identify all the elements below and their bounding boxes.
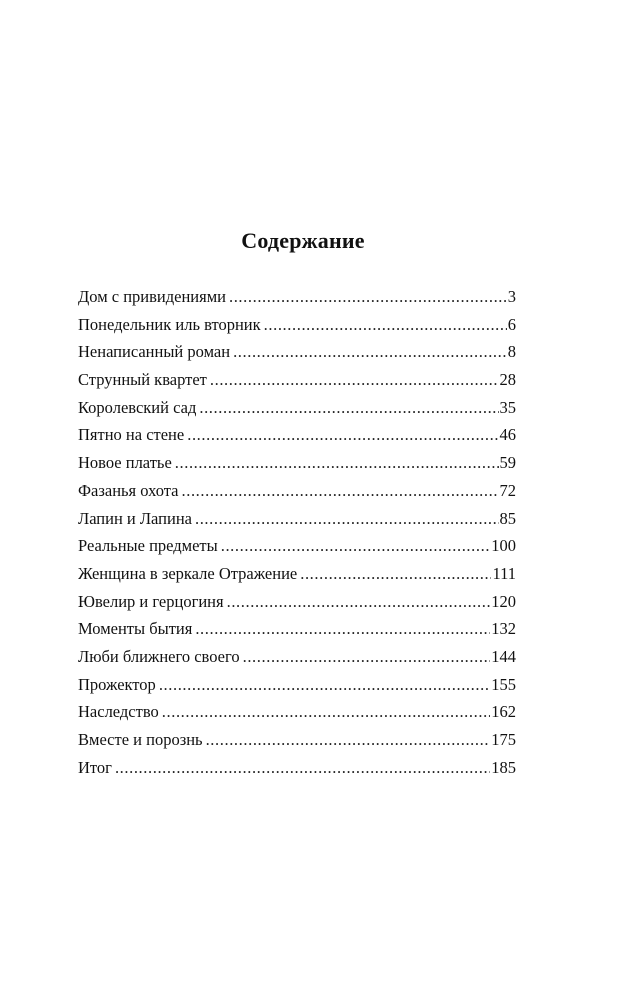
toc-entry-title: Новое платье (78, 453, 172, 473)
dot-leader (195, 505, 499, 533)
toc-entry-title: Пятно на стене (78, 425, 185, 445)
toc-entry-page-number: 28 (499, 370, 516, 390)
toc-entry-page-number: 6 (507, 314, 516, 334)
dot-leader (195, 615, 490, 643)
toc-entry-page-number: 120 (491, 591, 516, 611)
toc-entry-page-number: 46 (499, 425, 516, 445)
toc-entry-title: Фазанья охота (78, 480, 179, 500)
toc-entry-page-number: 155 (491, 674, 516, 694)
dot-leader (210, 366, 499, 394)
toc-entry (78, 615, 516, 643)
toc-entry-page-number: 132 (491, 619, 516, 639)
toc-entry-page-number: 35 (499, 397, 516, 417)
dot-leader (187, 421, 498, 449)
dot-leader (221, 532, 491, 560)
dot-leader (175, 449, 499, 477)
toc-entry-title: Ненаписанный роман (78, 342, 231, 362)
toc-entry-title: Женщина в зеркале Отражение (78, 563, 298, 583)
toc-entry (78, 698, 516, 726)
toc-entry (78, 726, 516, 754)
toc-entry-title: Прожектор (78, 674, 156, 694)
dot-leader (264, 311, 507, 339)
toc-entry (78, 311, 516, 339)
dot-leader (199, 394, 498, 422)
toc-entry (78, 671, 516, 699)
toc-entry-title: Реальные предметы (78, 536, 218, 556)
toc-entry (78, 532, 516, 560)
toc-entry (78, 477, 516, 505)
toc-entry-page-number: 85 (499, 508, 516, 528)
toc-entry-title: Итог (78, 757, 112, 777)
dot-leader (233, 338, 507, 366)
dot-leader (227, 588, 491, 616)
dot-leader (206, 726, 491, 754)
toc-entry-title: Дом с привидениями (78, 287, 226, 306)
toc-entry-title: Понедельник иль вторник (78, 314, 261, 334)
toc-entry-page-number: 100 (491, 536, 516, 556)
toc-entry-page-number: 8 (507, 342, 516, 362)
toc-entry-title: Ювелир и герцогиня (78, 591, 224, 611)
toc-entry (78, 366, 516, 394)
toc-entry (78, 421, 516, 449)
toc-entry-title: Люби ближнего своего (78, 646, 240, 666)
toc-entry (78, 505, 516, 533)
toc-entry-title: Королевский сад (78, 397, 197, 417)
toc-entry-page-number: 59 (499, 453, 516, 473)
toc-entry (78, 560, 516, 588)
toc-entry-page-number: 3 (507, 287, 516, 306)
toc-entry (78, 754, 516, 782)
dot-leader (229, 283, 507, 311)
dot-leader (243, 643, 491, 671)
dot-leader (159, 671, 490, 699)
dot-leader (300, 560, 491, 588)
toc-entry (78, 394, 516, 422)
toc-entry-title: Наследство (78, 702, 159, 722)
toc-entry-title: Струнный квартет (78, 370, 207, 390)
toc-entry-title: Вместе и порознь (78, 730, 203, 749)
toc-entry-page-number: 175 (491, 730, 516, 749)
table-of-contents (78, 283, 516, 781)
toc-entry (78, 449, 516, 477)
toc-entry-title: Моменты бытия (78, 619, 193, 639)
toc-entry (78, 283, 516, 311)
dot-leader (182, 477, 499, 505)
toc-entry-page-number: 162 (491, 702, 516, 722)
toc-entry (78, 588, 516, 616)
toc-entry (78, 338, 516, 366)
page-title: Содержание (241, 228, 365, 253)
toc-entry (78, 643, 516, 671)
toc-entry-page-number: 185 (491, 757, 516, 777)
toc-entry-page-number: 144 (491, 646, 516, 666)
toc-entry-page-number: 72 (499, 480, 516, 500)
dot-leader (115, 754, 490, 782)
toc-entry-page-number: 111 (492, 563, 516, 583)
toc-entry-title: Лапин и Лапина (78, 508, 192, 528)
dot-leader (162, 698, 490, 726)
